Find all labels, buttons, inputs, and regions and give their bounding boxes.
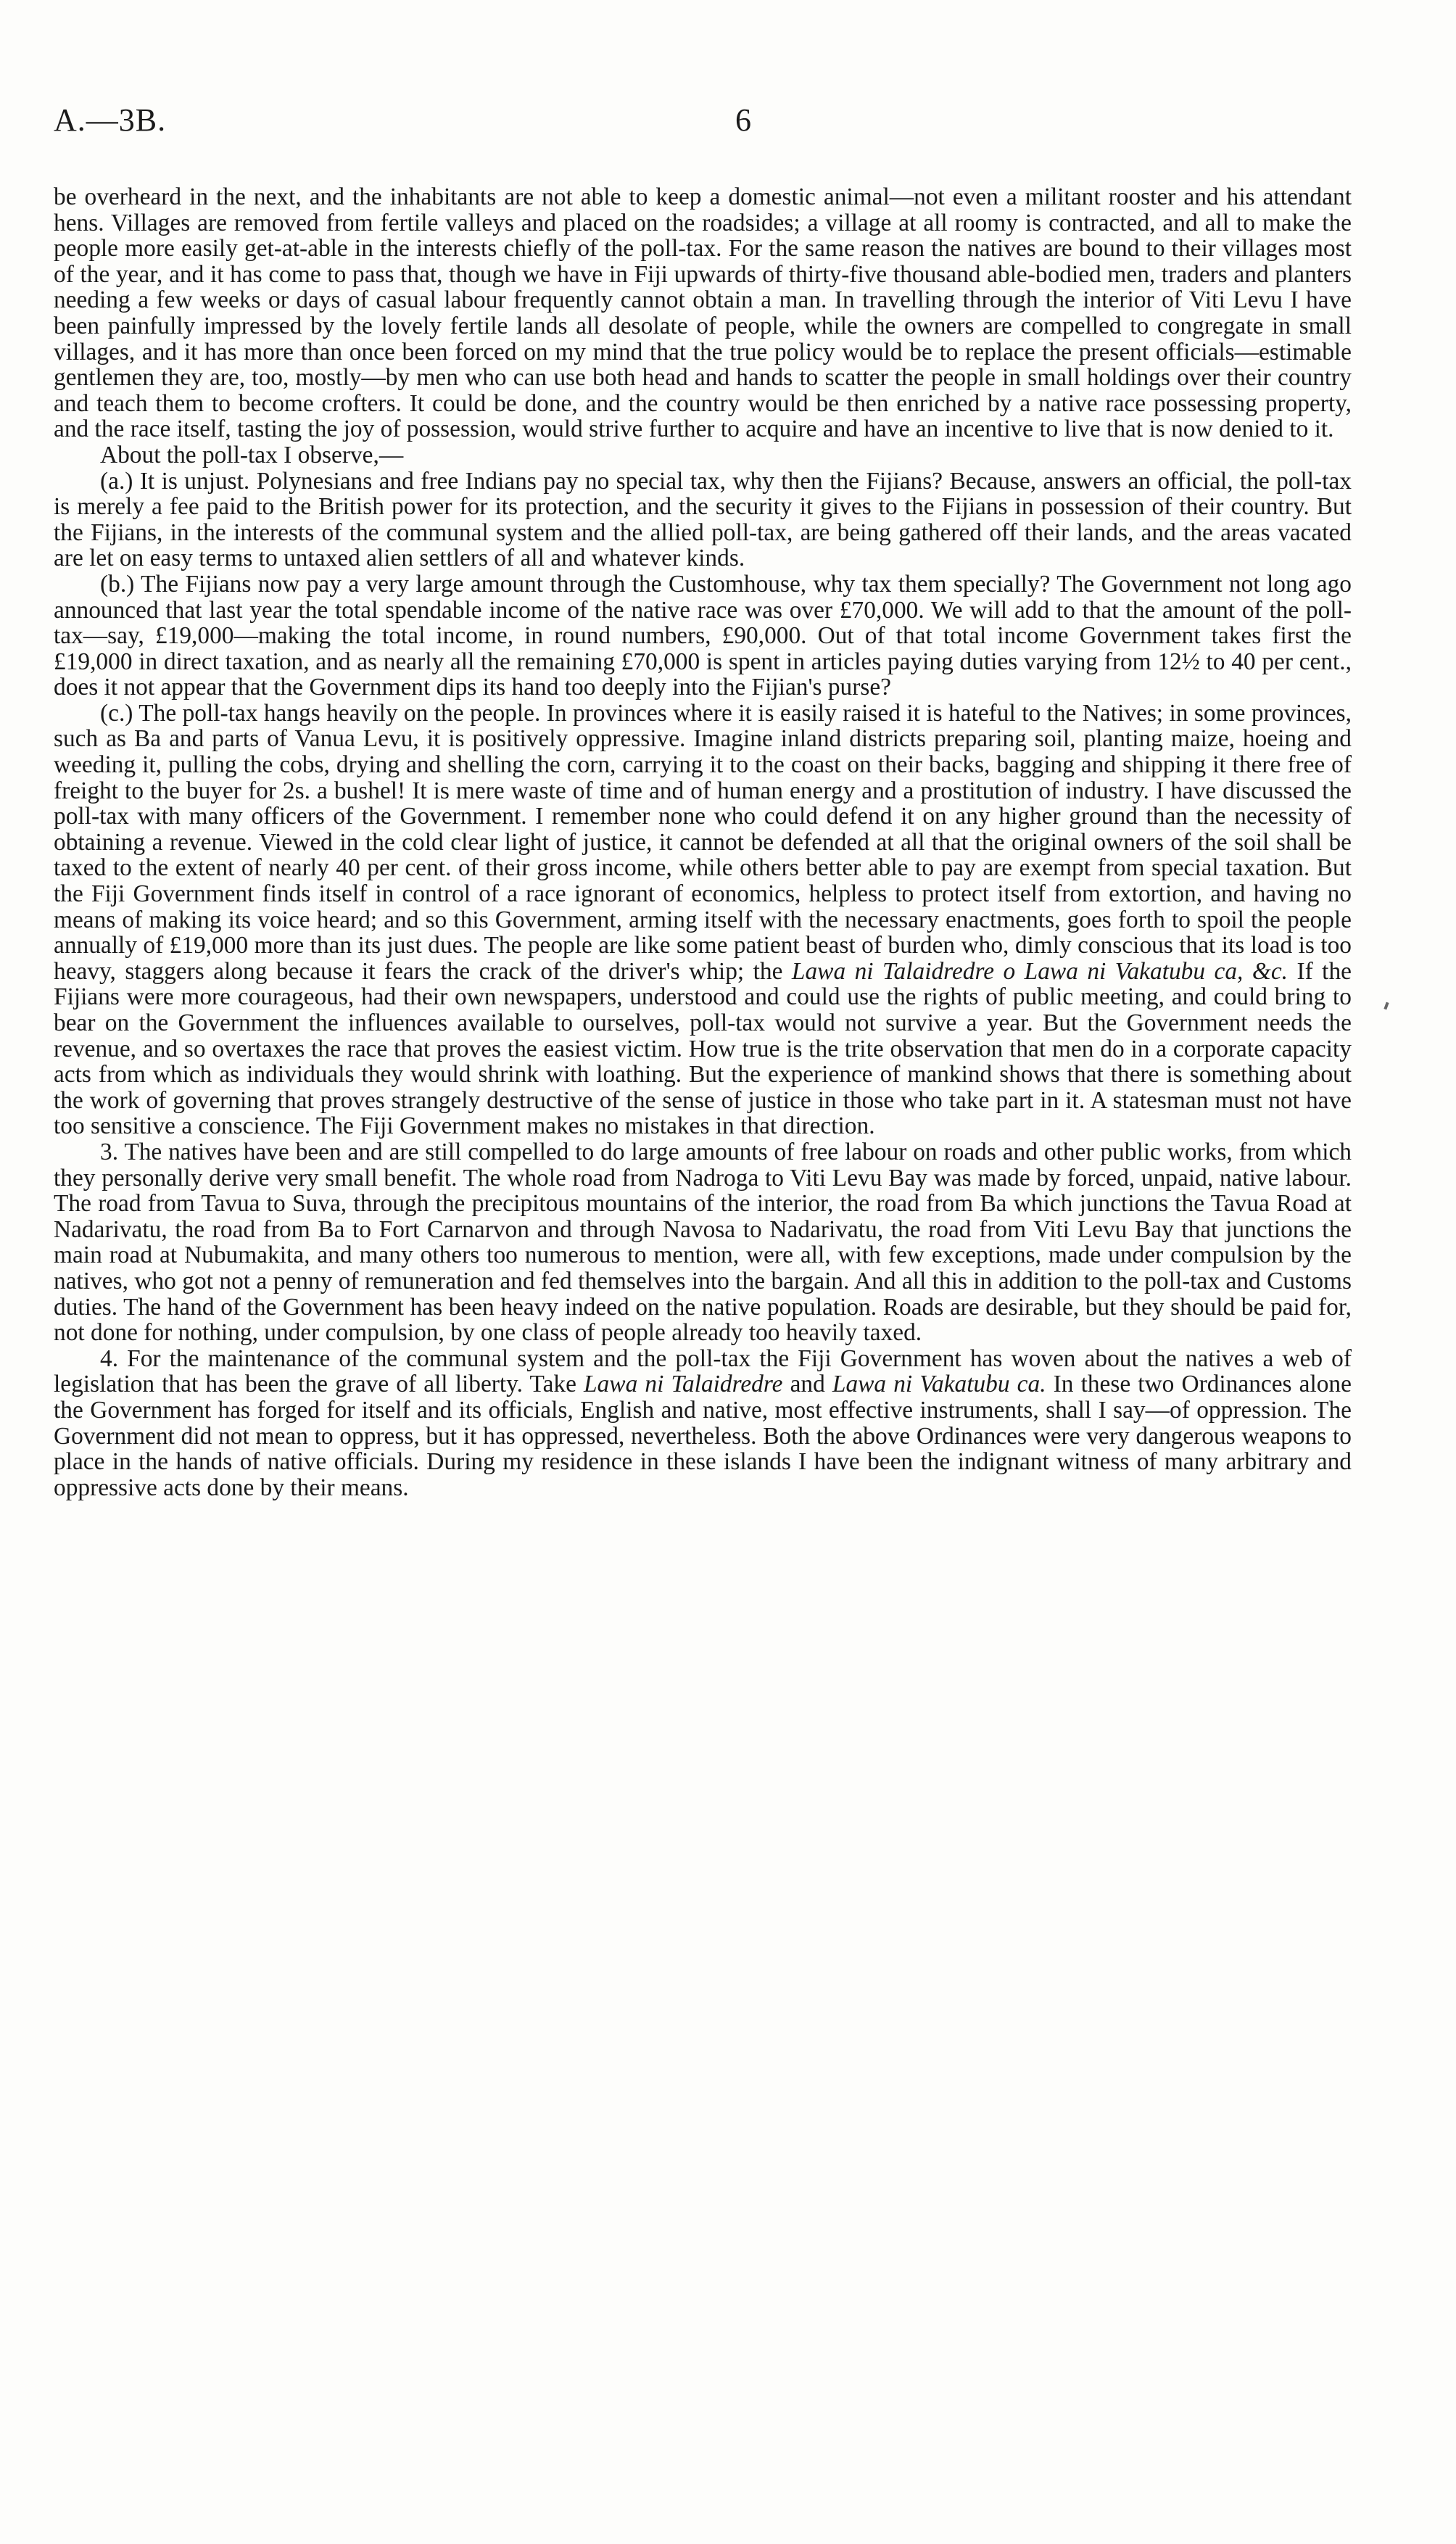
paragraph-4-ordinance-2: Lawa ni Vakatubu ca. — [832, 1371, 1046, 1398]
stray-ink-mark — [1383, 1002, 1389, 1010]
body-text — [54, 184, 1352, 1500]
document-reference: A.—3B. — [54, 102, 167, 138]
paragraph-4 — [54, 1346, 1352, 1501]
paragraph-b: (b.) The Fijians now pay a very large amount through the Customhouse, why tax them specially? The Government not long ago announced that last year the total spendable income of the native race was over £70,000. We will add to that the amount of the poll-tax—say, £19,000—making the total income, in round numbers, £90,000. Out of that total income Government takes first the £19,000 in direct taxation, and as nearly all the remaining £70,000 is spent in articles paying duties varying from 12½ to 40 per cent., does it not appear that the Government dips its hand too deeply into the Fijian's purse? — [54, 570, 1352, 701]
paragraph-3: 3. The natives have been and are still compelled to do large amounts of free labour on roads and other public works, from which they personally derive very small benefit. The whole road from Nadroga to Viti Levu Bay was made by forced, unpaid, native labour. The road from Tavua to Suva, through the precipitous mountains of the interior, the road from Ba which junctions the Tavua Road at Nadarivatu, the road from Ba to Fort Carnarvon and through Navosa to Nadarivatu, the road from Viti Levu Bay that junctions the main road at Nubumakita, and many others too numerous to mention, were all, with few exceptions, made under compulsion by the natives, who got not a penny of remuneration and fed themselves into the bargain. And all this in addition to the poll-tax and Customs duties. The hand of the Government has been heavy indeed on the native population. Roads are desirable, but they should be paid for, not done for nothing, under compulsion, by one class of people already too heavily taxed. — [54, 1138, 1352, 1347]
paragraph-4-ordinance-1: Lawa ni Talaidredre — [584, 1371, 783, 1398]
paragraph-c — [54, 701, 1352, 1139]
paragraph-4-text-2: In these two Ordinances alone the Government has forged for itself and its officials, English and native, most effective instruments, shall I say—of oppression. The Government did not mean to oppress, but it has oppressed, nevertheless. Both the above Ordinances were very dangerous weapons to place in the hands of native officials. During my residence in these islands I have been the indignant witness of many arbitrary and oppressive acts done by their means. — [54, 1371, 1352, 1501]
paragraph-continuation: be overheard in the next, and the inhabitants are not able to keep a domestic animal—not even a militant rooster and his attendant hens. Villages are removed from fertile valleys and placed on the roadsides; a village at all roomy is contracted, and all to make the people more easily get-at-able in the interests chiefly of the poll-tax. For the same reason the natives are bound to their villages most of the year, and it has come to pass that, though we have in Fiji upwards of thirty-five thousand able-bodied men, traders and planters needing a few weeks or days of casual labour frequently cannot obtain a man. In travelling through the interior of Viti Levu I have been painfully impressed by the lovely fertile lands all desolate of people, while the owners are compelled to congregate in small villages, and it has more than once been forced on my mind that the true policy would be to replace the present officials—estimable gentlemen they are, too, mostly—by men who can use both head and hands to scatter the people in small holdings over their country and teach them to become crofters. It could be done, and the country would be then enriched by a native race possessing property, and the race itself, tasting the joy of possession, would strive further to acquire and have an incentive to live that is now denied to it. — [54, 183, 1352, 443]
paragraph-c-text-2: If the Fijians were more courageous, had their own newspapers, understood and could use the rights of public meeting, and could bring to bear on the Government the influences available to ourselves, poll-tax would not survive a year. But the Government needs the revenue, and so overtaxes the race that proves the easiest victim. How true is the trite observation that men do in a corporate capacity acts from which as individuals they would shrink with loathing. But the experience of mankind shows that there is something about the work of governing that proves strangely destructive of the sense of justice in those who take part in it. A statesman must not have too sensitive a conscience. The Fiji Government makes no mistakes in that direction. — [54, 957, 1352, 1140]
page-number: 6 — [735, 102, 751, 138]
paragraph-4-and: and — [790, 1371, 825, 1398]
paragraph-intro-poll-tax: About the poll-tax I observe,— — [100, 441, 404, 468]
page-header — [54, 102, 1402, 152]
paragraph-c-ordinance-title: Lawa ni Talaidredre o Lawa ni Vakatubu ca, &c. — [791, 957, 1288, 985]
paragraph-a: (a.) It is unjust. Polynesians and free Indians pay no special tax, why then the Fijians? Because, answers an official, the poll-tax is merely a fee paid to the British power for its protection, and the security it gives to the Fijians in possession of their country. But the Fijians, in the interests of the communal system and the allied poll-tax, are being gathered off their lands, and the areas vacated are let on easy terms to untaxed alien settlers of all and whatever kinds. — [54, 467, 1352, 572]
paragraph-4-text-1: 4. For the maintenance of the communal system and the poll-tax the Fiji Government has woven about the natives a web of legislation that has been the grave of all liberty. Take — [54, 1345, 1352, 1398]
paragraph-c-text-1: (c.) The poll-tax hangs heavily on the people. In provinces where it is easily raised it is hateful to the Natives; in some provinces, such as Ba and parts of Vanua Levu, it is positively oppressive. Imagine inland districts preparing soil, planting maize, hoeing and weeding it, pulling the cobs, drying and shelling the corn, carrying it to the coast on their backs, bagging and shipping it there free of freight to the buyer for 2s. a bushel! It is mere waste of time and of human energy and a prostitution of industry. I have discussed the poll-tax with many officers of the Government. I remember none who could defend it on any higher ground than the necessity of obtaining a revenue. Viewed in the cold clear light of justice, it cannot be defended at all that the original owners of the soil shall be taxed to the extent of nearly 40 per cent. of their gross income, while others better able to pay are exempt from special taxation. But the Fiji Government finds itself in control of a race ignorant of economics, helpless to protect itself from extortion, and having no means of making its voice heard; and so this Government, arming itself with the necessary enactments, goes forth to spoil the people annually of £19,000 more than its just dues. The people are like some patient beast of burden who, dimly conscious that its load is too heavy, staggers along because it fears the crack of the driver's whip; the — [54, 699, 1352, 985]
